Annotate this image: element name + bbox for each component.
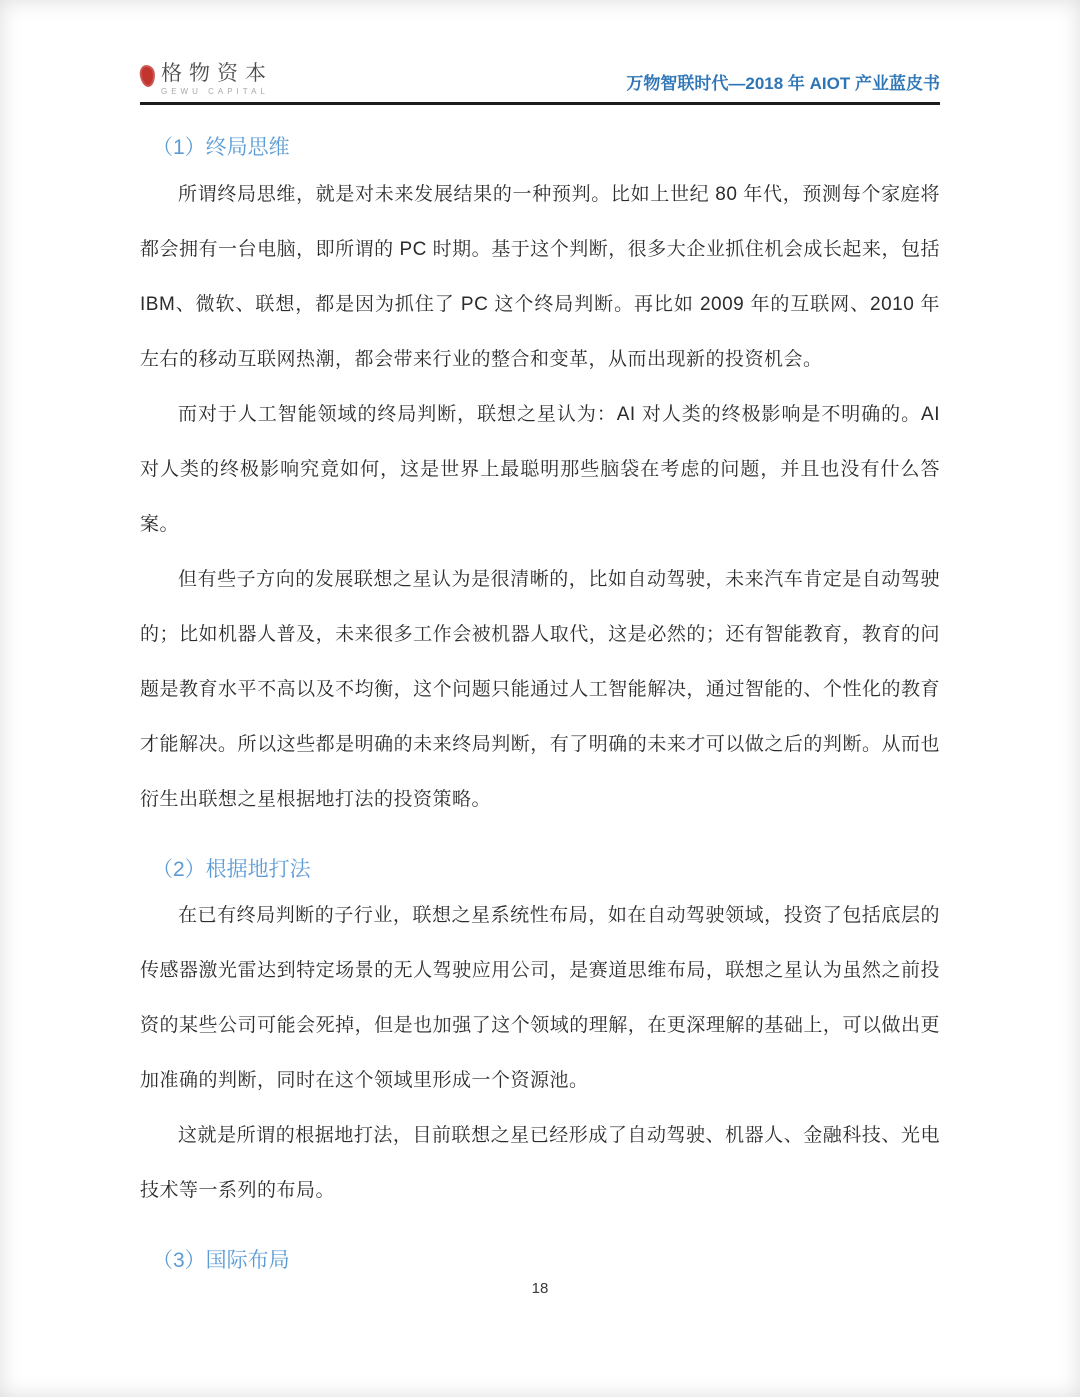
page-header	[140, 62, 940, 105]
logo	[140, 62, 273, 96]
section-heading: （2）根据地打法	[152, 857, 311, 881]
paragraph: 所谓终局思维，就是对未来发展结果的一种预判。比如上世纪 80 年代，预测每个家庭将都会拥有一台电脑，即所谓的 PC 时期。基于这个判断，很多大企业抓住机会成长起来，包括 IBM、微软、联想，都是因为抓住了 PC 这个终局判断。再比如 2009 年的互联网、2010 年左右的移动互联网热潮，都会带来行业的整合和变革，从而出现新的投资机会。	[140, 183, 940, 370]
paragraph: 这就是所谓的根据地打法，目前联想之星已经形成了自动驾驶、机器人、金融科技、光电技术等一系列的布局。	[140, 1125, 940, 1202]
logo-subtitle: GEWU CAPITAL	[161, 87, 269, 97]
section-heading: （1）终局思维	[152, 136, 290, 160]
section-base-area-strategy	[140, 853, 940, 1219]
page-number: 18	[531, 1280, 549, 1297]
paragraph: 但有些子方向的发展联想之星认为是很清晰的，比如自动驾驶，未来汽车肯定是自动驾驶的；比如机器人普及，未来很多工作会被机器人取代，这是必然的；还有智能教育，教育的问题是教育水平不高以及不均衡，这个问题只能通过人工智能解决，通过智能的、个性化的教育才能解决。所以这些都是明确的未来终局判断，有了明确的未来才可以做之后的判断。从而也衍生出联想之星根据地打法的投资策略。	[140, 568, 940, 810]
logo-name: 格物资本	[161, 62, 273, 85]
section-heading: （3）国际布局	[152, 1249, 290, 1273]
section-international-layout	[140, 1244, 940, 1278]
document-title: 万物智联时代—2018 年 AIOT 产业蓝皮书	[626, 74, 940, 94]
logo-text	[161, 62, 273, 96]
section-final-judgement	[140, 131, 940, 827]
paragraph: 在已有终局判断的子行业，联想之星系统性布局，如在自动驾驶领域，投资了包括底层的传感器激光雷达到特定场景的无人驾驶应用公司，是赛道思维布局，联想之星认为虽然之前投资的某些公司可能会死掉，但是也加强了这个领域的理解，在更深理解的基础上，可以做出更加准确的判断，同时在这个领域里形成一个资源池。	[140, 905, 940, 1092]
paragraph: 而对于人工智能领域的终局判断，联想之星认为：AI 对人类的终极影响是不明确的。AI 对人类的终极影响究竟如何，这是世界上最聪明那些脑袋在考虑的问题，并且也没有什么答案。	[140, 403, 940, 535]
logo-seal-icon	[139, 64, 156, 87]
document-body	[140, 131, 940, 1278]
